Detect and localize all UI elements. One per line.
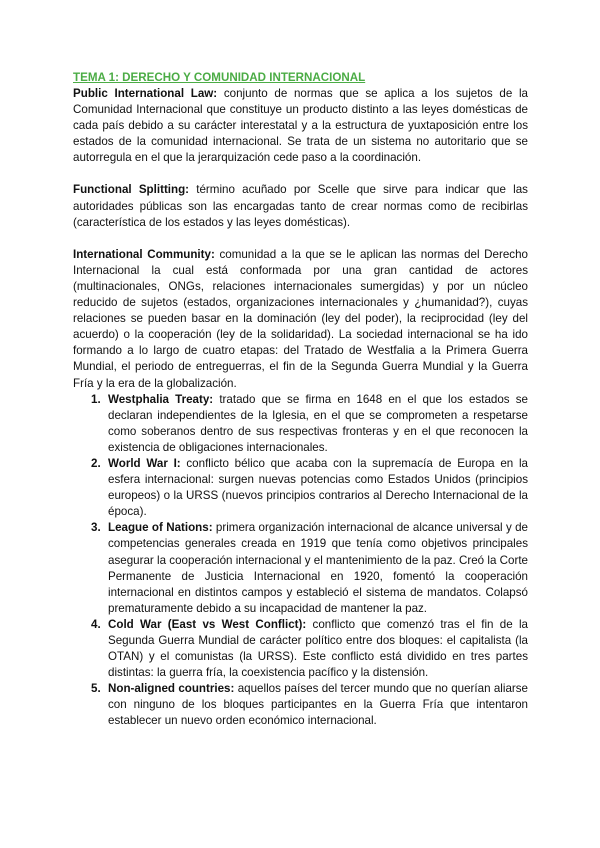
list-term: Westphalia Treaty: (108, 392, 214, 406)
definition-international-community (73, 247, 528, 392)
definition-term: Functional Splitting: (73, 183, 190, 197)
paragraph-gap (73, 166, 528, 182)
definition-term: International Community: (73, 247, 215, 261)
list-term: Non-aligned countries: (108, 682, 235, 696)
document-content (73, 70, 528, 730)
list-number: 4. (91, 617, 101, 631)
list-text: primera organización internacional de alcance universal y de competencias generales creada en 1919 que tenía como objetivos principales asegurar la cooperación internacional y el mantenimiento de la paz. Creó la Corte Permanente de Justicia Internacional en 1920, fomentó la cooperación internacional en distintos campos y estableció el sistema de mandatos. Colapsó prematuramente debido a su incapacidad de mantener la paz. (108, 521, 528, 615)
list-item-league-of-nations (73, 520, 528, 617)
list-number: 3. (91, 521, 101, 535)
list-item-westphalia-treaty (73, 392, 528, 456)
list-text: aquellos países del tercer mundo que no querían aliarse con ninguno de los bloques participantes en la Guerra Fría que intentaron establecer un nuevo orden económico internacional. (108, 682, 529, 728)
definition-term: Public International Law: (73, 87, 218, 100)
definition-text: comunidad a la que se le aplican las normas del Derecho Internacional la cual está conformada por una gran cantidad de actores (multinacionales, ONGs, relaciones internacionales sumergidas) y por un núcleo reducido de sujetos (estados, organizaciones internacionales y ¿humanidad?), cuyas relaciones se pueden basar en la dominación (ley del poder), la reciprocidad (ley del acuerdo) o la cooperación (ley de la solidaridad). La sociedad internacional se ha ido formando a lo largo de cuatro etapas: del Tratado de Westfalia a la Primera Guerra Mundial, el periodo de entreguerras, el fin de la Segunda Guerra Mundial y la Guerra Fría y la era de la globalización. (73, 247, 529, 390)
list-item-non-aligned-countries (73, 681, 528, 729)
list-text: conflicto que comenzó tras el fin de la Segunda Guerra Mundial de carácter político entre dos bloques: el capitalista (la OTAN) y el comunistas (la URSS). Este conflicto está dividido en tres partes distintas: la guerra fría, la coexistencia pacífico y la distensión. (108, 617, 528, 680)
list-text: conflicto bélico que acaba con la supremacía de Europa en la esfera internacional: surgen nuevas potencias como Estados Unidos (principios europeos) o la URSS (nuevos principios contrarios al Derecho Internacional de la época). (108, 456, 528, 519)
list-number: 5. (91, 682, 101, 696)
list-item-world-war-i (73, 456, 528, 520)
definition-text: conjunto de normas que se aplica a los sujetos de la Comunidad Internacional que constituye un producto distinto a las leyes domésticas de cada país debido a su carácter interestatal y a la estructura de yuxtaposición entre los estados de la comunidad internacional. Se trata de un sistema no autoritario que se autorregula en el que la jerarquización cede paso a la coordinación. (73, 87, 528, 165)
list-number: 2. (91, 456, 101, 470)
definition-public-international-law (73, 86, 528, 166)
list-number: 1. (91, 392, 101, 406)
page-title: TEMA 1: DERECHO Y COMUNIDAD INTERNACIONAL (73, 71, 366, 84)
list-term: World War I: (108, 456, 181, 470)
paragraph-gap (73, 231, 528, 247)
definition-functional-splitting (73, 182, 528, 230)
list-term: League of Nations: (108, 521, 213, 535)
list-item-cold-war (73, 617, 528, 681)
list-text: tratado que se firma en 1648 en el que los estados se declaran independientes de la Iglesia, en el que se comprometen a respetarse como soberanos dentro de sus respectivas fronteras y en el que reconocen la existencia de obligaciones internacionales. (108, 392, 528, 454)
historical-stages-list (73, 392, 528, 730)
definition-text: término acuñado por Scelle que sirve para indicar que las autoridades públicas son las encargadas tanto de crear normas como de recibirlas (característica de los estados y las leyes domésticas). (73, 183, 528, 229)
list-term: Cold War (East vs West Conflict): (108, 617, 307, 631)
